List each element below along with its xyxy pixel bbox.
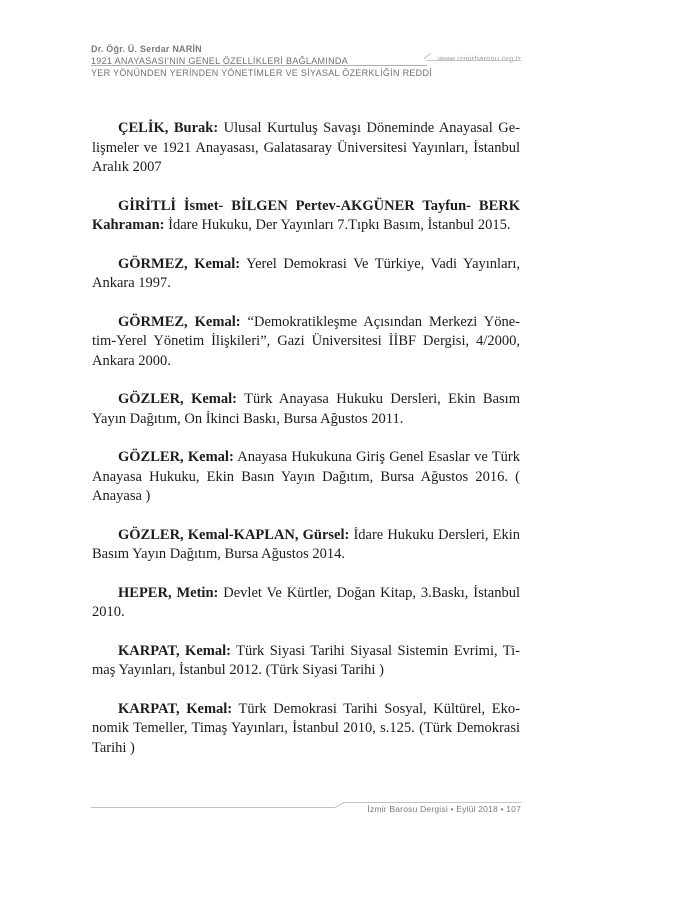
bibliography-entry [92,584,520,623]
entry-author: GÖZLER, Kemal-KAPLAN, Gürsel: [118,526,350,543]
entry-text: Yerel Demokrasi Ve Türkiye, Vadi Yayınları, Ankara 1997. [92,255,520,291]
site-url[interactable]: www.izmirbarosu.org.tr [438,54,521,63]
entry-text: Ulusal Kurtuluş Savaşı Döneminde Anayasal Gelişmeler ve 1921 Anayasası, Galatasaray Üniversitesi Yayınları, İstanbul Aralık 2007 [92,120,520,175]
entry-text: Türk Siyasi Tarihi Siyasal Sistemin Evrimi, Timaş Yayınları, İstanbul 2012. (Türk Siyasi Tarihi ) [92,642,520,678]
entry-text: İdare Hukuku, Der Yayınları 7.Tıpkı Basım, İstanbul 2015. [164,217,511,233]
entry-author: HEPER, Metin: [118,584,219,601]
bibliography-entry [92,448,520,507]
entry-author: KARPAT, Kemal: [118,700,233,717]
journal-and-page-number: İzmir Barosu Dergisi • Eylül 2018 • 107 [367,804,521,814]
entry-text: Türk Anayasa Hukuku Dersleri, Ekin Basım Yayın Dağıtım, On İkinci Baskı, Bursa Ağustos 2011. [92,391,520,427]
entry-text: Türk Demokrasi Tarihi Sosyal, Kültürel, Ekonomik Temeller, Timaş Yayınları, İstanbul 2010, s.125. (Türk Demokrasi Tarihi ) [92,700,520,756]
bibliography-list [92,119,520,777]
running-header [91,44,521,90]
bibliography-entry [92,255,520,294]
article-title-line-2: YER YÖNÜNDEN YERİNDEN YÖNETİMLER VE SİYASAL ÖZERKLİĞİN REDDİ [91,68,433,78]
footer-rule-right [343,802,521,803]
article-title-line-1: 1921 ANAYASASI’NIN GENEL ÖZELLİKLERİ BAĞLAMINDA [91,56,349,66]
entry-author: GÖZLER, Kemal: [118,391,237,407]
bibliography-entry [92,700,520,759]
entry-author: GÖZLER, Kemal: [118,449,234,465]
header-rule-right [427,60,521,61]
entry-author: GİRİTLİ İsmet- BİLGEN Pertev-AKGÜNER Tayfun- BERK Kahraman: [92,197,520,233]
bibliography-entry [92,526,520,565]
running-footer [91,797,521,817]
bibliography-entry [92,119,520,178]
entry-text: İdare Hukuku Dersleri, Ekin Basım Yayın Dağıtım, Bursa Ağustos 2014. [92,526,520,562]
header-rule [91,65,427,66]
entry-author: KARPAT, Kemal: [118,642,231,659]
entry-author: GÖRMEZ, Kemal: [118,255,241,272]
bibliography-entry [92,642,520,681]
entry-text: “Demokratikleşme Açısından Merkezi Yönetim-Yerel Yönetim İlişkileri”, Gazi Üniversitesi İİBF Dergisi, 4/2000, Ankara 2000. [92,313,520,369]
bibliography-entry [92,390,520,429]
entry-author: ÇELİK, Burak: [118,120,219,136]
bibliography-entry [92,197,520,236]
entry-text: Anayasa Hukukuna Giriş Genel Esaslar ve Türk Anayasa Hukuku, Ekin Basın Yayın Dağıtım, Bursa Ağustos 2016. ( Anayasa ) [92,449,520,504]
entry-author: GÖRMEZ, Kemal: [118,313,241,330]
author-name: Dr. Öğr. Ü. Serdar NARİN [91,44,202,54]
entry-text: Devlet Ve Kürtler, Doğan Kitap, 3.Baskı, İstanbul 2010. [92,584,521,620]
bibliography-entry [92,313,520,372]
footer-rule [91,807,335,808]
